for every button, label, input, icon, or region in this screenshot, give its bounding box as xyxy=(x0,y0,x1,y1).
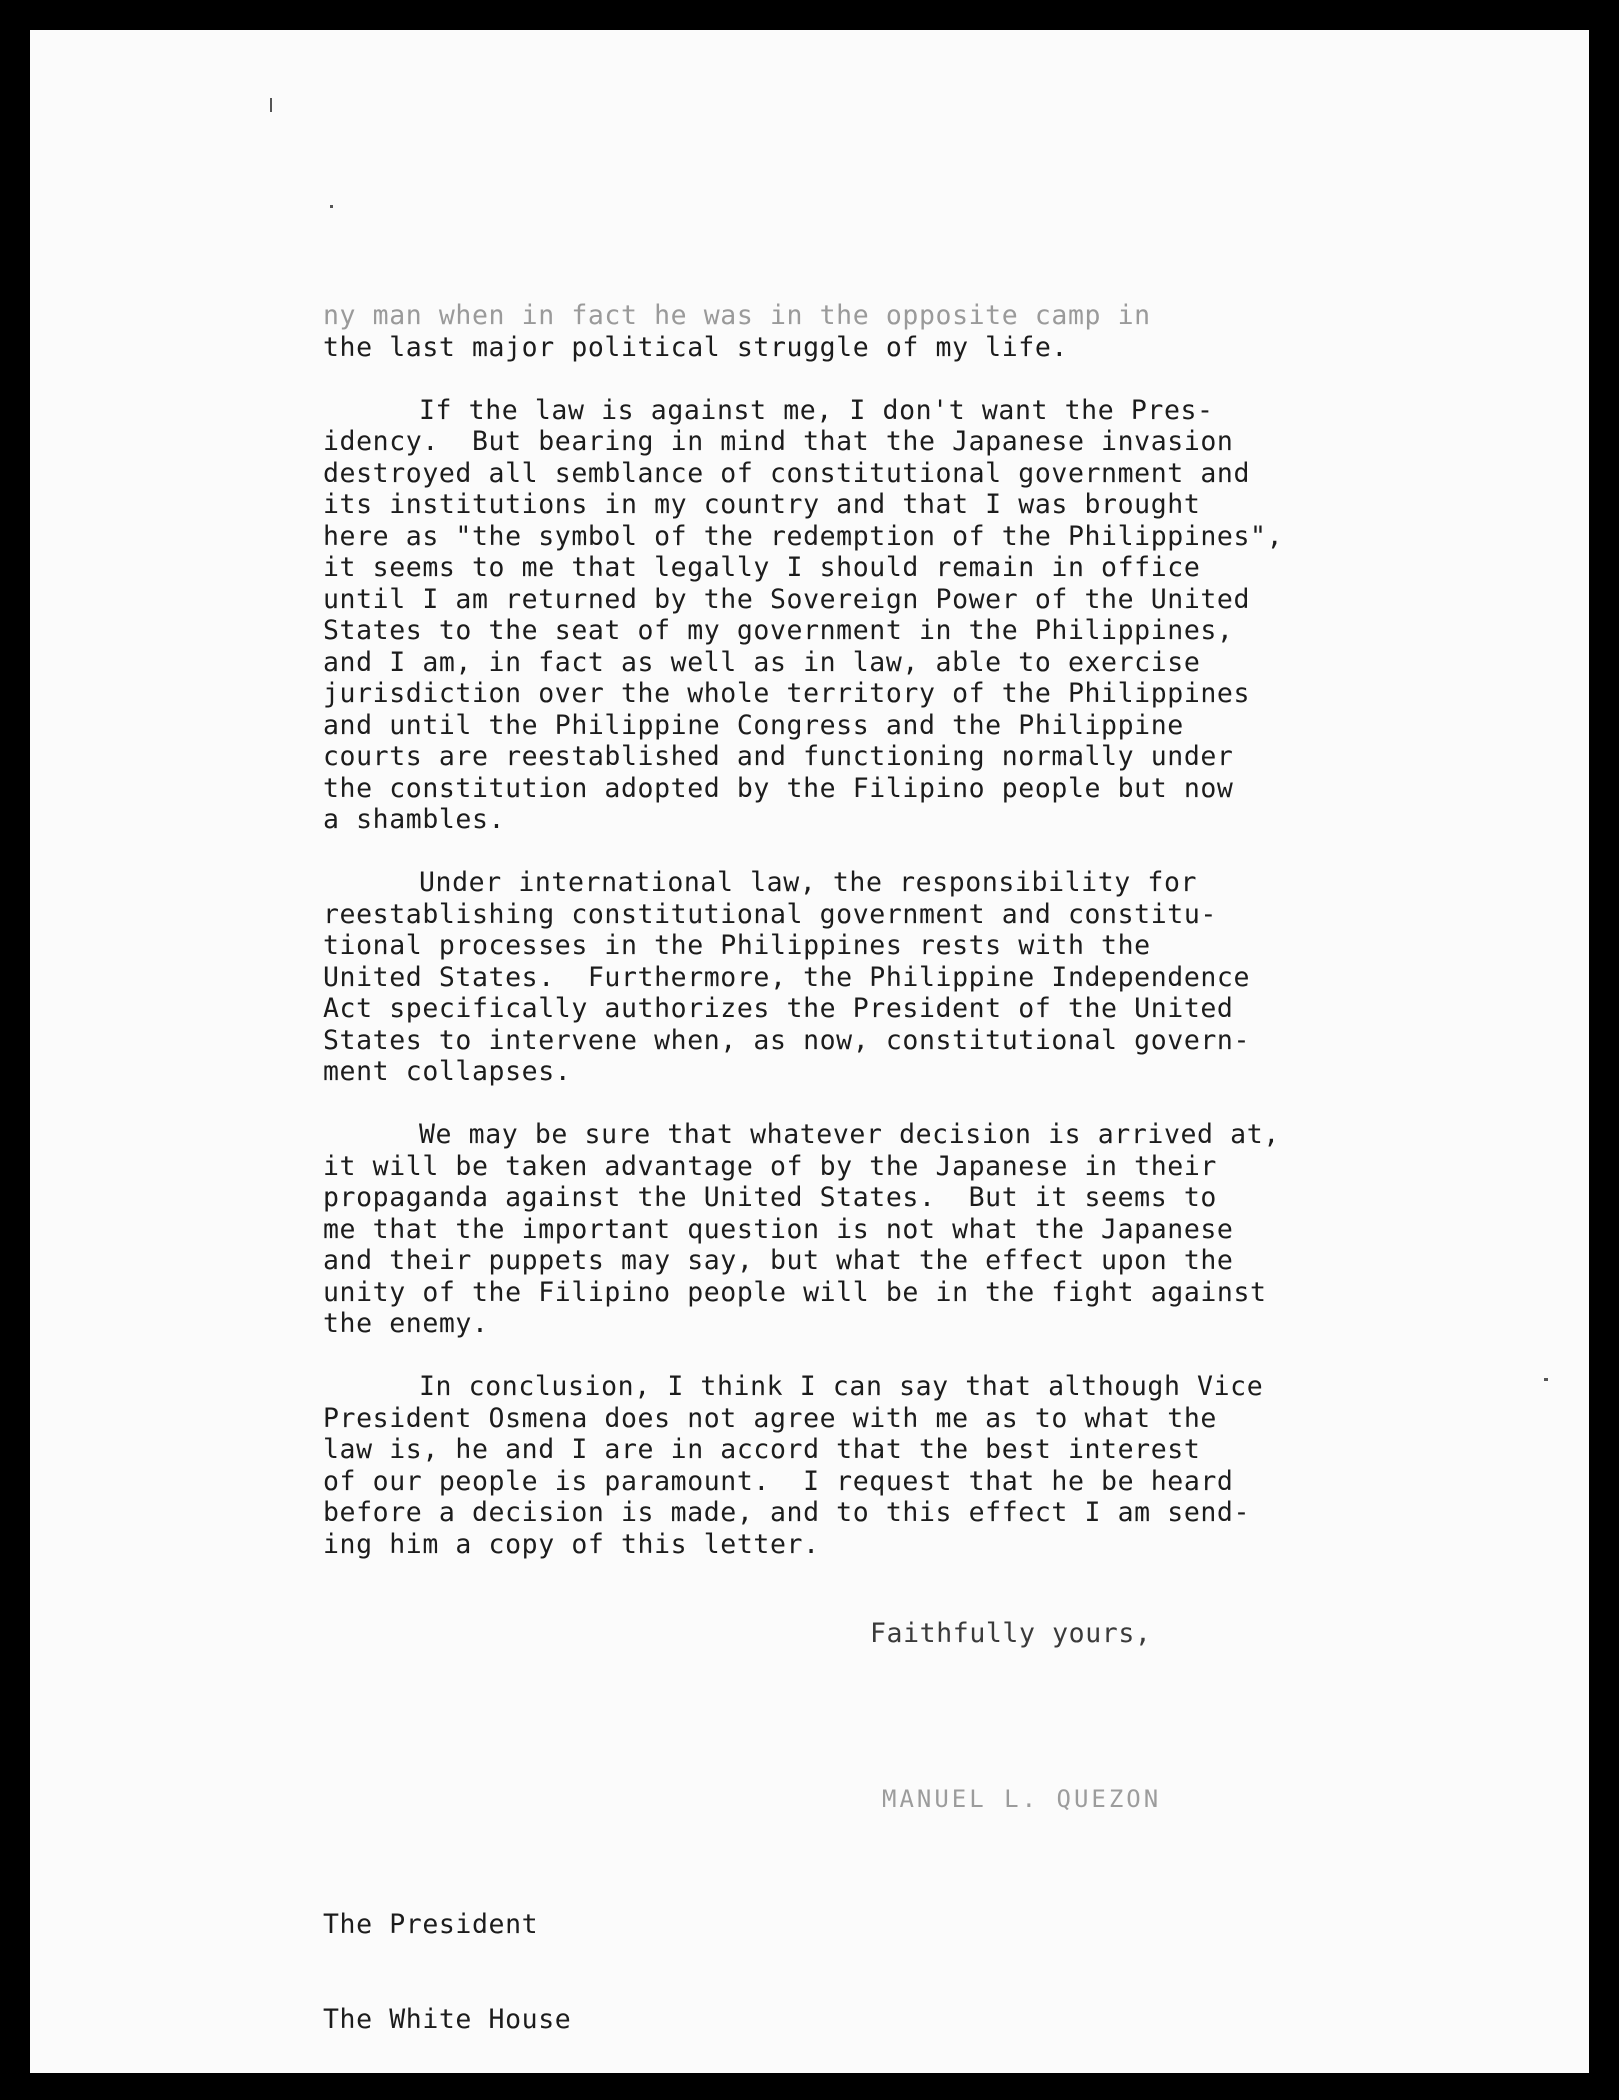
paragraph-line: it will be taken advantage of by the Japanese in their xyxy=(323,1150,1217,1182)
recipient-name: The President xyxy=(323,1909,539,1940)
paragraph-line: here as "the symbol of the redemption of the Philippines", xyxy=(323,520,1284,552)
paragraph-line: reestablishing constitutional government and constitu- xyxy=(323,898,1217,930)
paragraph-line: me that the important question is not what the Japanese xyxy=(323,1213,1234,1245)
paragraph-line: United States. Furthermore, the Philippine Independence xyxy=(323,961,1251,993)
paragraph-line: the constitution adopted by the Filipino people but now xyxy=(323,772,1234,804)
paragraph-line: law is, he and I are in accord that the best interest xyxy=(323,1434,1201,1465)
paragraph-line: and until the Philippine Congress and the Philippine xyxy=(323,709,1184,741)
recipient-address xyxy=(323,1846,571,2067)
stray-mark-left xyxy=(330,205,333,208)
paragraph-line: In conclusion, I think I can say that although Vice xyxy=(419,1371,1264,1402)
paragraph-line: propaganda against the United States. But it seems to xyxy=(323,1182,1217,1213)
paragraph-line: and I am, in fact as well as in law, able to exercise xyxy=(323,646,1201,678)
paragraph-4 xyxy=(323,1119,1463,1340)
partial-top-line: ny man when in fact he was in the opposite camp in xyxy=(323,300,1151,331)
paragraph-line: unity of the Filipino people will be in the fight against xyxy=(323,1276,1267,1308)
paragraph-line: tional processes in the Philippines rests with the xyxy=(323,930,1151,961)
paragraph-line: a shambles. xyxy=(323,804,506,835)
paragraph-line: We may be sure that whatever decision is arrived at, xyxy=(419,1119,1280,1150)
paragraph-line: ment collapses. xyxy=(323,1056,572,1087)
paragraph-3 xyxy=(323,867,1463,1088)
paragraph-line: its institutions in my country and that I was brought xyxy=(323,489,1201,520)
paragraph-line: until I am returned by the Sovereign Power of the United xyxy=(323,583,1251,615)
letter-body xyxy=(323,300,1463,1560)
paragraph-line: Under international law, the responsibility for xyxy=(419,867,1198,898)
paragraph-line: jurisdiction over the whole territory of the Philippines xyxy=(323,678,1251,709)
paragraph-5 xyxy=(323,1371,1463,1560)
paragraph-line: the enemy. xyxy=(323,1308,489,1339)
paragraph-line: States to the seat of my government in the Philippines, xyxy=(323,615,1234,646)
paragraph-line: If the law is against me, I don't want the Pres- xyxy=(419,394,1214,426)
paragraph-line: destroyed all semblance of constitutional government and xyxy=(323,457,1251,489)
paragraph-line: before a decision is made, and to this effect I am send- xyxy=(323,1497,1251,1528)
paragraph-line: ing him a copy of this letter. xyxy=(323,1528,820,1560)
signature-block: MANUEL L. QUEZON xyxy=(882,1785,1162,1813)
stray-mark-top xyxy=(270,98,272,112)
paragraph-line: Act specifically authorizes the President of the United xyxy=(323,993,1234,1024)
paragraph-1-line: the last major political struggle of my life. xyxy=(323,331,1068,363)
paragraph-line: it seems to me that legally I should remain in office xyxy=(323,552,1201,583)
stray-mark-right xyxy=(1544,1378,1548,1381)
complimentary-close: Faithfully yours, xyxy=(870,1618,1152,1649)
paragraph-line: and their puppets may say, but what the effect upon the xyxy=(323,1245,1234,1276)
recipient-location: The White House xyxy=(323,2003,572,2035)
paragraph-line: of our people is paramount. I request that he be heard xyxy=(323,1465,1234,1497)
paragraph-line: States to intervene when, as now, constitutional govern- xyxy=(323,1024,1251,1056)
paragraph-line: President Osmena does not agree with me as to what the xyxy=(323,1402,1217,1434)
paragraph-line: courts are reestablished and functioning normally under xyxy=(323,741,1234,772)
paragraph-line: idency. But bearing in mind that the Japanese invasion xyxy=(323,426,1234,457)
paragraph-2 xyxy=(323,395,1463,836)
